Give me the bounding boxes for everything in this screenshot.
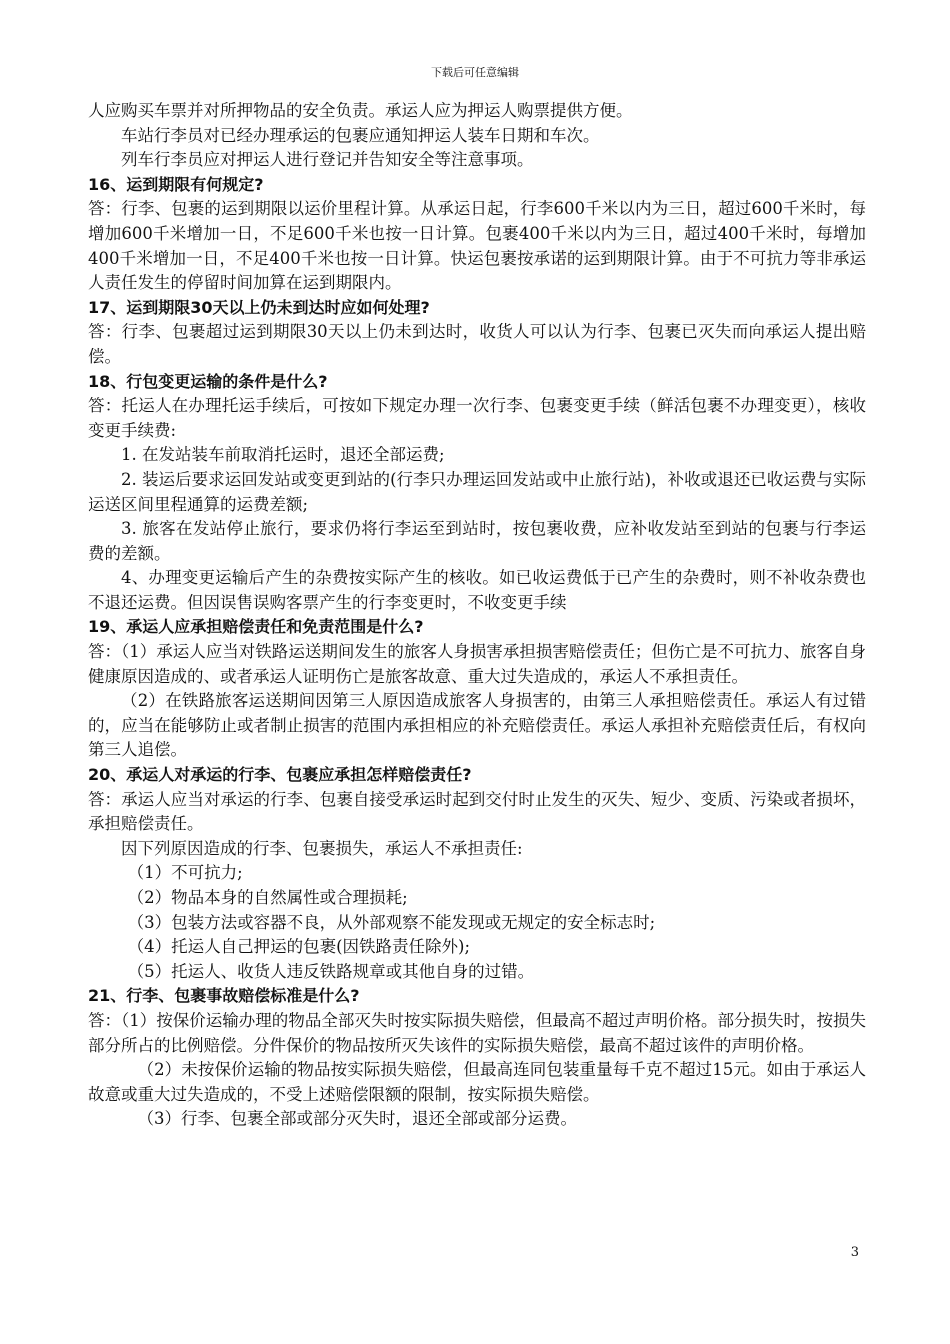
paragraph-indented: 列车行李员应对押运人进行登记并告知安全等注意事项。: [121, 150, 534, 170]
list-item: （3）包装方法或容器不良，从外部观察不能发现或无规定的安全标志时;: [127, 912, 656, 932]
list-item: （4）托运人自己押运的包裹(因铁路责任除外);: [127, 937, 471, 957]
paragraph: 答：托运人在办理托运手续后，可按如下规定办理一次行李、包裹变更手续（鲜活包裹不办理变更），核收变更手续费:: [88, 396, 866, 440]
paragraph-indented: （3）行李、包裹全部或部分灭失时，退还全部或部分运费。: [137, 1109, 577, 1129]
page-number: 3: [850, 1245, 859, 1260]
list-item: （1）不可抗力;: [127, 863, 243, 883]
question-heading: 19、承运人应承担赔偿责任和免责范围是什么?: [88, 617, 424, 637]
document-body: [88, 99, 866, 1132]
question-heading: 21、行李、包裹事故赔偿标准是什么?: [88, 986, 360, 1006]
paragraph-indented: 因下列原因造成的行李、包裹损失，承运人不承担责任:: [121, 838, 523, 858]
paragraph-indented: 车站行李员对已经办理承运的包裹应通知押运人装车日期和车次。: [121, 125, 600, 145]
paragraph: 人应购买车票并对所押物品的安全负责。承运人应为押运人购票提供方便。: [88, 101, 633, 120]
question-heading: 17、运到期限30天以上仍未到达时应如何处理?: [88, 297, 430, 317]
paragraph-indented: 3. 旅客在发站停止旅行，要求仍将行李运至到站时，按包裹收费，应补收发站至到站的包裹与行李运费的差额。: [88, 519, 866, 563]
list-item: （5）托运人、收货人违反铁路规章或其他自身的过错。: [127, 961, 535, 981]
paragraph: 答：（1）承运人应当对铁路运送期间发生的旅客人身损害承担损害赔偿责任；但伤亡是不可抗力、旅客自身健康原因造成的、或者承运人证明伤亡是旅客故意、重大过失造成的，承运人不承担责任。: [88, 642, 866, 686]
list-item: （2）物品本身的自然属性或合理损耗;: [127, 888, 408, 907]
paragraph: 答：（1）按保价运输办理的物品全部灭失时按实际损失赔偿，但最高不超过声明价格。部分损失时，按损失部分所占的比例赔偿。分件保价的物品按所灭失该件的实际损失赔偿，最高不超过该件的声明价格。: [88, 1010, 866, 1055]
question-heading: 20、承运人对承运的行李、包裹应承担怎样赔偿责任?: [88, 765, 472, 785]
paragraph: 答：行李、包裹超过运到期限30天以上仍未到达时，收货人可以认为行李、包裹已灭失而向承运人提出赔偿。: [88, 322, 866, 366]
paragraph-indented: （2）在铁路旅客运送期间因第三人原因造成旅客人身损害的，由第三人承担赔偿责任。承运人有过错的，应当在能够防止或者制止损害的范围内承担相应的补充赔偿责任。承运人承担补充赔偿责任后，有权向第三人追偿。: [88, 691, 866, 760]
paragraph-indented: 2. 装运后要求运回发站或变更到站的(行李只办理运回发站或中止旅行站)，补收或退还已收运费与实际运送区间里程通算的运费差额;: [88, 469, 866, 514]
paragraph-indented: （2）未按保价运输的物品按实际损失赔偿，但最高连同包装重量每千克不超过15元。如由于承运人故意或重大过失造成的，不受上述赔偿限额的限制，按实际损失赔偿。: [88, 1060, 866, 1104]
page-header: 下载后可任意编辑: [431, 66, 519, 79]
paragraph-indented: 1. 在发站装车前取消托运时，退还全部运费;: [121, 445, 445, 465]
question-heading: 18、行包变更运输的条件是什么?: [88, 371, 328, 391]
paragraph: 答：行李、包裹的运到期限以运价里程计算。从承运日起，行李600千米以内为三日，超过600千米时，每增加600千米增加一日，不足600千米也按一日计算。包裹400千米以内为三日，超过400千米时，每增加400千米增加一日，不足400千米也按一日计算。快运包裹按承诺的运到期限计算。由于不可抗力等非承运人责任发生的停留时间加算在运到期限内。: [88, 199, 866, 293]
question-heading: 16、运到期限有何规定?: [88, 174, 264, 194]
paragraph-indented: 4、办理变更运输后产生的杂费按实际产生的核收。如已收运费低于已产生的杂费时，则不补收杂费也不退还运费。但因误售误购客票产生的行李变更时，不收变更手续: [88, 568, 866, 612]
paragraph: 答：承运人应当对承运的行李、包裹自接受承运时起到交付时止发生的灭失、短少、变质、污染或者损坏，承担赔偿责任。: [88, 789, 866, 834]
